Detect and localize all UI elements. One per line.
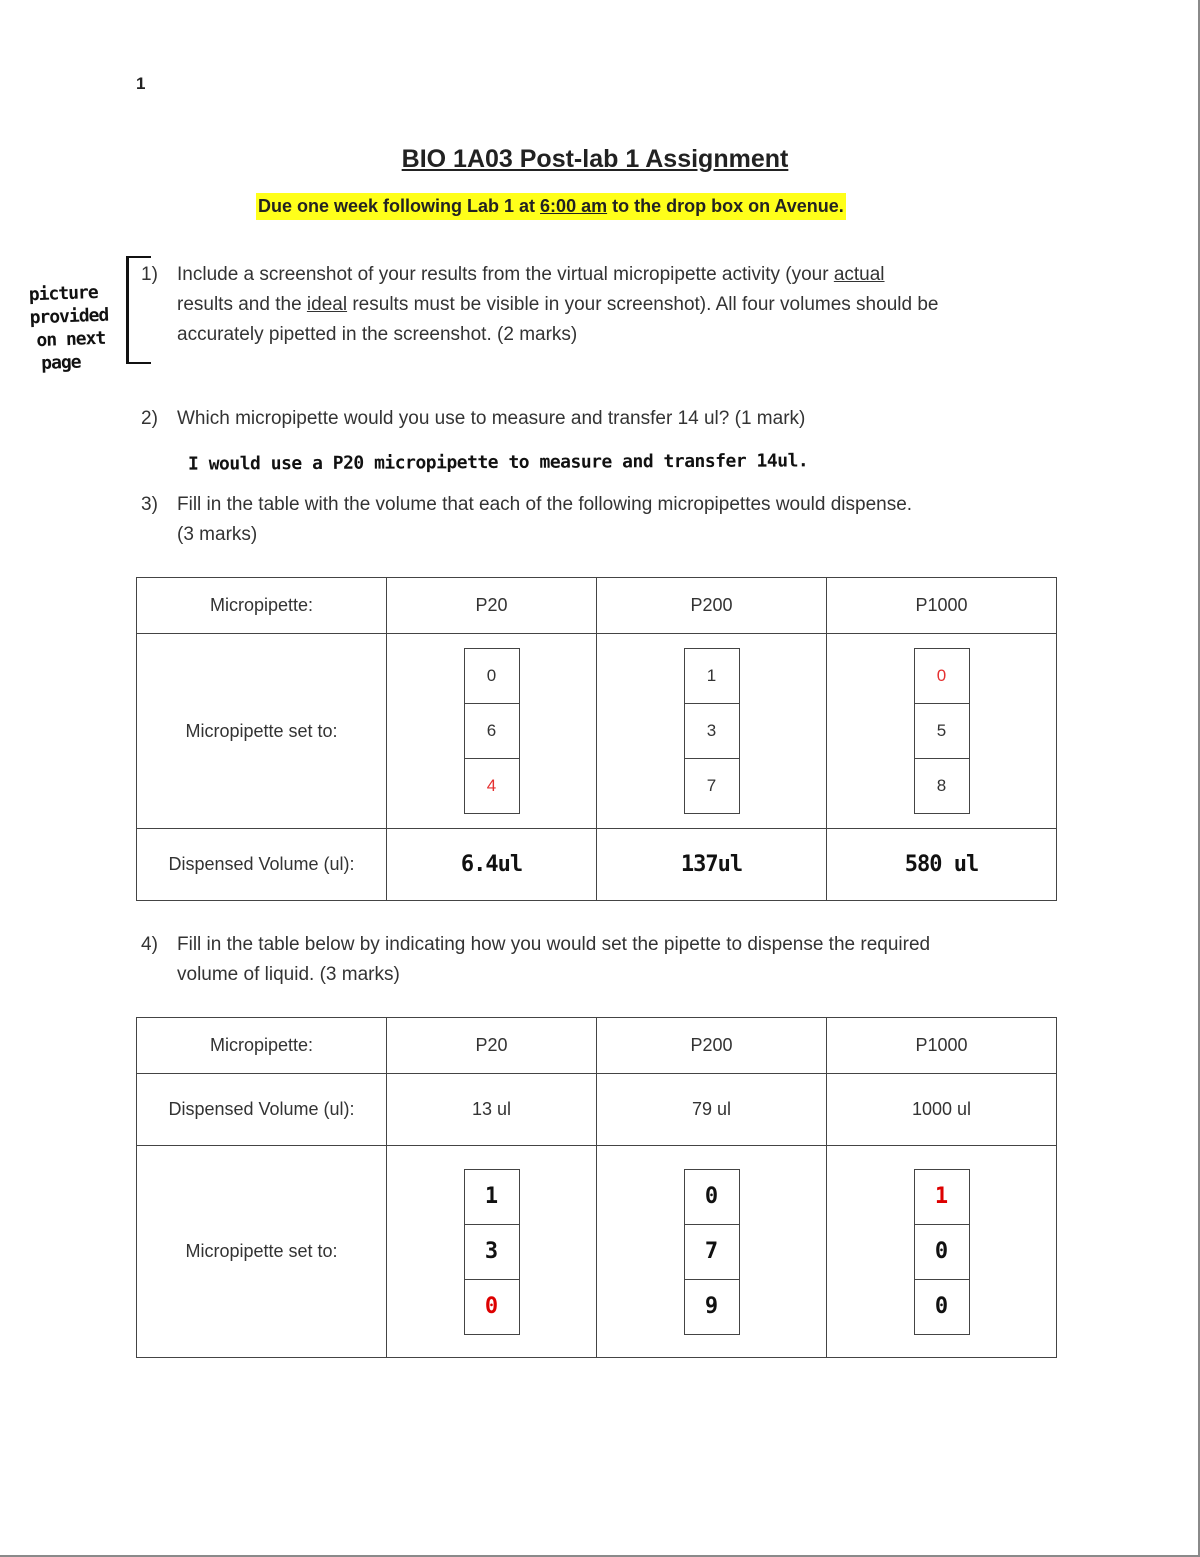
pipette-dial — [914, 1169, 970, 1335]
q1-line2: results and the — [177, 294, 307, 315]
q4-line1: Fill in the table below by indicating how you would set the pipette to dispense the required — [177, 934, 931, 955]
margin-note-line: page — [40, 351, 81, 374]
margin-note-line: picture — [28, 281, 99, 306]
table-pipette-settings — [136, 1017, 1057, 1358]
question-number: 4) — [141, 934, 158, 955]
row-label: Dispensed Volume (ul): — [137, 1074, 387, 1146]
table-header-cell: P200 — [597, 578, 827, 634]
table-cell: 1000 ul — [827, 1074, 1057, 1146]
dial-digit: 3 — [465, 1225, 519, 1280]
question-number: 2) — [141, 408, 158, 429]
dial-digit: 6 — [465, 704, 519, 759]
dial-digit: 7 — [685, 1225, 739, 1280]
dial-digit: 3 — [685, 704, 739, 759]
dial-cell — [387, 634, 597, 829]
due-before: Due one week following Lab 1 at — [258, 196, 541, 216]
q4-line2: volume of liquid. (3 marks) — [177, 964, 400, 985]
dial-cell — [827, 1146, 1057, 1358]
margin-note-line: on next — [36, 327, 106, 352]
table-row — [137, 829, 1057, 901]
table-volumes-dispensed — [136, 577, 1057, 901]
dial-cell — [597, 1146, 827, 1358]
q3-line1: Fill in the table with the volume that each of the following micropipettes would dispense. — [177, 494, 913, 515]
q1-line3: accurately pipetted in the screenshot. (2 marks) — [177, 324, 578, 345]
question-number: 1) — [141, 264, 158, 285]
dial-digit: 1 — [685, 649, 739, 704]
table-header-cell: P20 — [387, 1018, 597, 1074]
row-label: Micropipette set to: — [137, 1146, 387, 1358]
pipette-dial — [684, 648, 740, 814]
table-header-cell: P1000 — [827, 1018, 1057, 1074]
question-text — [177, 930, 930, 990]
table-cell: 79 ul — [597, 1074, 827, 1146]
table-header-cell: P200 — [597, 1018, 827, 1074]
title-text: BIO 1A03 Post-lab 1 Assignment — [401, 145, 789, 173]
q1-line2-rest: results must be visible in your screenshot). All four volumes should be — [347, 294, 939, 315]
volume-answer — [597, 829, 827, 901]
row-label: Dispensed Volume (ul): — [137, 829, 387, 901]
question-text — [177, 260, 938, 350]
table-header-cell: Micropipette: — [137, 578, 387, 634]
pipette-dial — [914, 648, 970, 814]
dial-digit: 0 — [685, 1170, 739, 1225]
table-row — [137, 578, 1057, 634]
table-cell: 13 ul — [387, 1074, 597, 1146]
dial-digit: 0 — [934, 1293, 949, 1319]
dial-cell — [597, 634, 827, 829]
dial-digit: 1 — [915, 1170, 969, 1225]
question-text: Which micropipette would you use to measure and transfer 14 ul? (1 mark) — [177, 408, 806, 429]
q1-actual: actual — [833, 264, 885, 285]
dial-digit: 7 — [706, 776, 717, 795]
pipette-dial — [464, 648, 520, 814]
margin-handwritten-note — [28, 281, 110, 376]
dial-digit: 0 — [915, 1225, 969, 1280]
table-row — [137, 634, 1057, 829]
page-title — [0, 145, 1190, 174]
volume-answer — [827, 829, 1057, 901]
dial-digit: 0 — [465, 649, 519, 704]
dial-digit: 1 — [465, 1170, 519, 1225]
dial-cell — [827, 634, 1057, 829]
table-row — [137, 1146, 1057, 1358]
pipette-dial — [464, 1169, 520, 1335]
row-label: Micropipette set to: — [137, 634, 387, 829]
question-number: 3) — [141, 494, 158, 515]
table-row — [137, 1018, 1057, 1074]
handwritten-volume: 580 ul — [904, 852, 979, 877]
dial-digit: 5 — [915, 704, 969, 759]
handwritten-volume: 137ul — [680, 852, 743, 877]
dial-digit: 8 — [936, 776, 947, 795]
table-header-cell: Micropipette: — [137, 1018, 387, 1074]
q3-line2: (3 marks) — [177, 524, 258, 545]
dial-digit: 0 — [915, 649, 969, 704]
volume-answer — [387, 829, 597, 901]
question-text — [177, 490, 912, 550]
due-after: to the drop box on Avenue. — [607, 196, 844, 216]
dial-digit: 0 — [484, 1293, 499, 1319]
due-time: 6:00 am — [540, 196, 608, 216]
handwritten-volume: 6.4ul — [460, 852, 523, 877]
due-note — [256, 193, 846, 220]
q1-ideal: ideal — [306, 294, 348, 315]
page-number: 1 — [136, 74, 146, 93]
dial-digit: 4 — [486, 776, 497, 795]
dial-digit: 9 — [704, 1293, 719, 1319]
margin-note-line: provided — [29, 304, 109, 329]
table-header-cell: P1000 — [827, 578, 1057, 634]
table-row — [137, 1074, 1057, 1146]
table-header-cell: P20 — [387, 578, 597, 634]
dial-cell — [387, 1146, 597, 1358]
q1-line1: Include a screenshot of your results from the virtual micropipette activity (your — [177, 264, 834, 285]
q2-handwritten-answer: I would use a P20 micropipette to measure and transfer 14ul. — [187, 450, 809, 475]
pipette-dial — [684, 1169, 740, 1335]
